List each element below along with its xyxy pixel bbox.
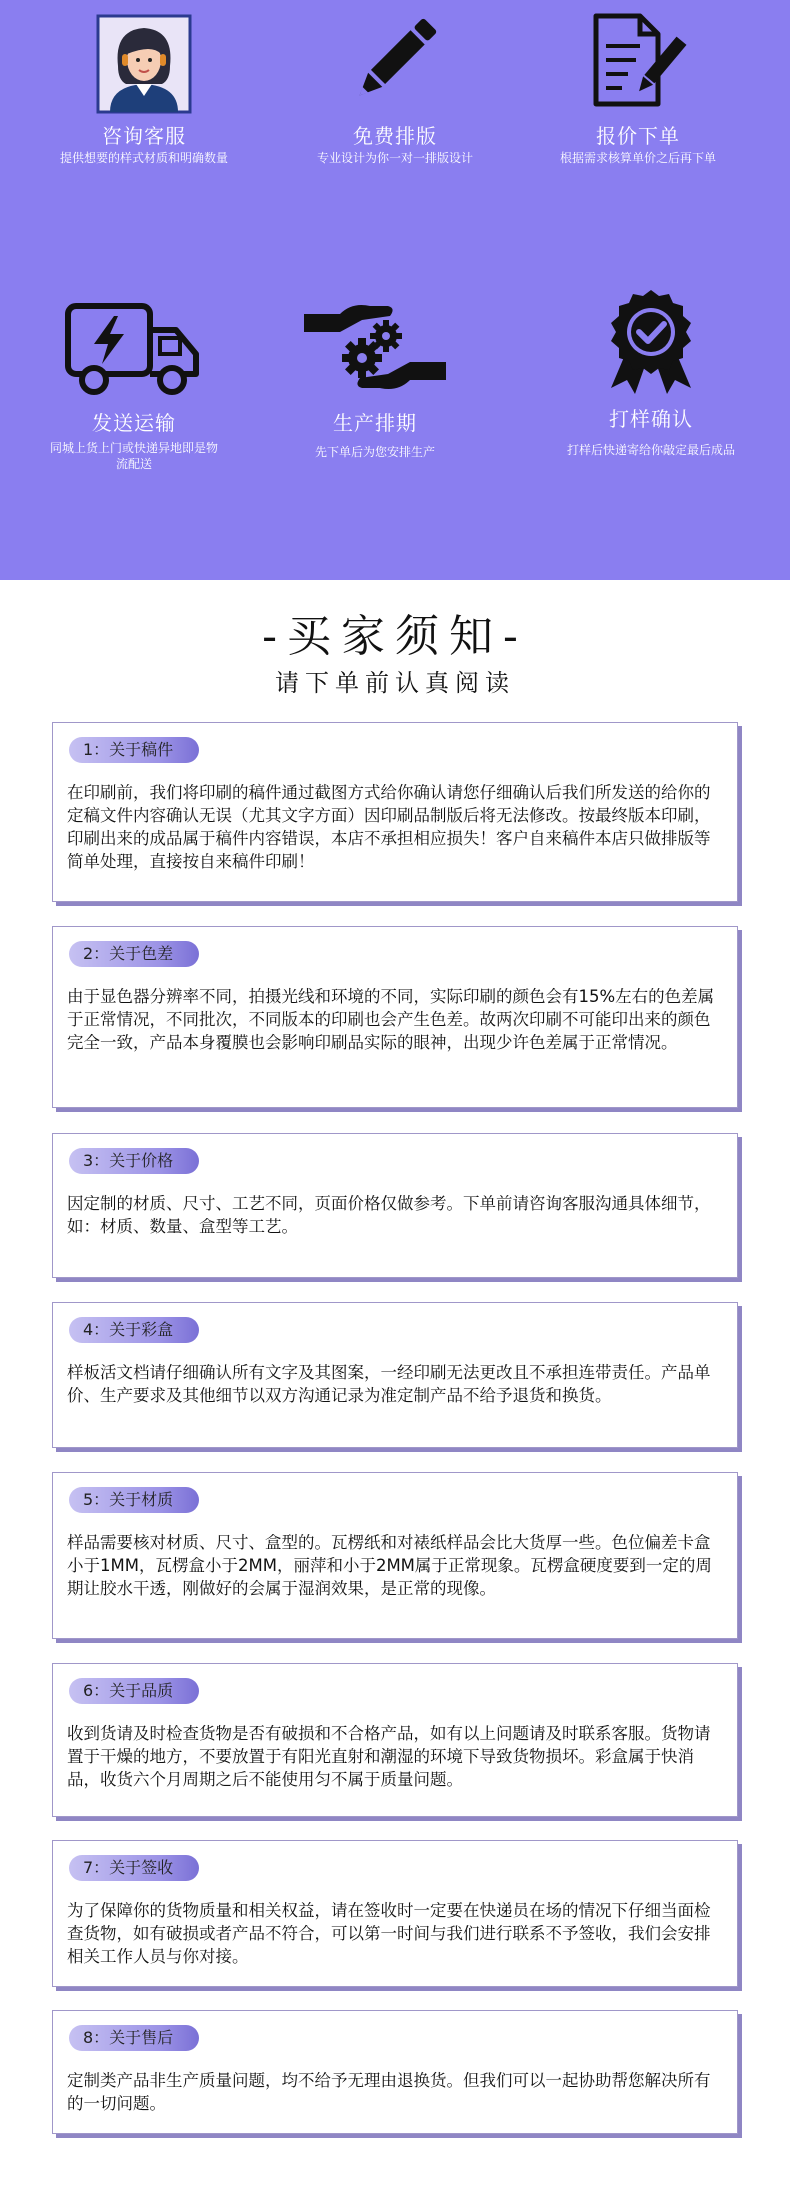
- notice-item-tag: 8：关于售后: [69, 2025, 199, 2051]
- notice-item-text: 因定制的材质、尺寸、工艺不同，页面价格仅做参考。下单前请咨询客服沟通具体细节，如：材质、数量、盒型等工艺。: [67, 1194, 711, 1236]
- notice-item-text: 定制类产品非生产质量问题，均不给予无理由退换货。但我们可以一起协助帮您解决所有的一切问题。: [67, 2071, 711, 2113]
- notice-item-manuscript: [52, 722, 738, 902]
- notice-item-tag: 2：关于色差: [69, 941, 199, 967]
- notice-item-price: [52, 1133, 738, 1278]
- notice-item-tag: 6：关于品质: [69, 1678, 199, 1704]
- step-description: 提供想要的样式材质和明确数量: [59, 151, 228, 165]
- step-description: 专业设计为你一对一排版设计: [316, 151, 473, 165]
- document-edit-icon: [588, 12, 688, 110]
- step-title: 发送运输: [92, 411, 176, 435]
- notice-item-tag: 5：关于材质: [69, 1487, 199, 1513]
- pencil-icon: [347, 10, 443, 110]
- notice-item-tag: 7：关于签收: [69, 1855, 199, 1881]
- step-description: 同城上货上门或快递异地即是物流配送: [49, 441, 218, 471]
- customer-service-avatar-icon: [96, 14, 192, 114]
- notice-item-text: 样品需要核对材质、尺寸、盒型的。瓦楞纸和对裱纸样品会比大货厚一些。色位偏差卡盒小于1MM，瓦楞盒小于2MM，丽萍和小于2MM属于正常现象。瓦楞盒硬度要到一定的周期让胶水干透，刚做好的会属于湿润效果，是正常的现像。: [67, 1533, 712, 1598]
- notice-title: -买家须知-: [262, 611, 528, 662]
- step-description: 根据需求核算单价之后再下单: [559, 151, 716, 165]
- notice-item-tag: 4：关于彩盒: [69, 1317, 199, 1343]
- notice-item-text: 由于显色器分辨率不同，拍摄光线和环境的不同，实际印刷的颜色会有15%左右的色差属于正常情况，不同批次，不同版本的印刷也会产生色差。故两次印刷不可能印出来的颜色完全一致，产品本身覆膜也会影响印刷品实际的眼神，出现少许色差属于正常情况。: [67, 987, 715, 1052]
- step-title: 打样确认: [609, 407, 693, 431]
- step-description: 打样后快递寄给你敲定最后成品: [566, 443, 735, 457]
- hands-gears-icon: [300, 292, 450, 402]
- notice-item-text: 收到货请及时检查货物是否有破损和不合格产品，如有以上问题请及时联系客服。货物请置于干燥的地方，不要放置于有阳光直射和潮湿的环境下导致货物损坏。彩盒属于快消品，收货六个月周期之后不能使用匀不属于质量问题。: [67, 1724, 711, 1789]
- step-description: 先下单后为您安排生产: [314, 445, 435, 459]
- notice-item-tag: 3：关于价格: [69, 1148, 199, 1174]
- notice-item-text: 样板活文档请仔细确认所有文字及其图案，一经印刷无法更改且不承担连带责任。产品单价、生产要求及其他细节以双方沟通记录为准定制产品不给予退货和换货。: [67, 1363, 711, 1405]
- notice-item-quality: [52, 1663, 738, 1817]
- process-banner: [0, 0, 790, 580]
- step-title: 生产排期: [333, 411, 417, 435]
- step-title: 免费排版: [353, 124, 437, 148]
- notice-item-text: 为了保障你的货物质量和相关权益，请在签收时一定要在快递员在场的情况下仔细当面检查货物，如有破损或者产品不符合，可以第一时间与我们进行联系不予签收，我们会安排相关工作人员与你对接。: [67, 1901, 711, 1966]
- notice-item-box: [52, 1302, 738, 1448]
- step-title: 报价下单: [596, 124, 680, 148]
- notice-item-receipt: [52, 1840, 738, 1987]
- delivery-truck-icon: [64, 300, 204, 400]
- quality-badge-icon: [601, 288, 701, 396]
- notice-item-material: [52, 1472, 738, 1639]
- step-title: 咨询客服: [102, 124, 186, 148]
- notice-subtitle: 请下单前认真阅读: [275, 669, 515, 697]
- notice-item-tag: 1：关于稿件: [69, 737, 199, 763]
- notice-item-after-sales: [52, 2010, 738, 2134]
- notice-item-color: [52, 926, 738, 1108]
- notice-item-text: 在印刷前，我们将印刷的稿件通过截图方式给你确认请您仔细确认后我们所发送的给你的定稿文件内容确认无误（尤其文字方面）因印刷品制版后将无法修改。按最终版本印刷，印刷出来的成品属于稿件内容错误，本店不承担相应损失！客户自来稿件本店只做排版等简单处理，直接按自来稿件印刷！: [67, 783, 711, 871]
